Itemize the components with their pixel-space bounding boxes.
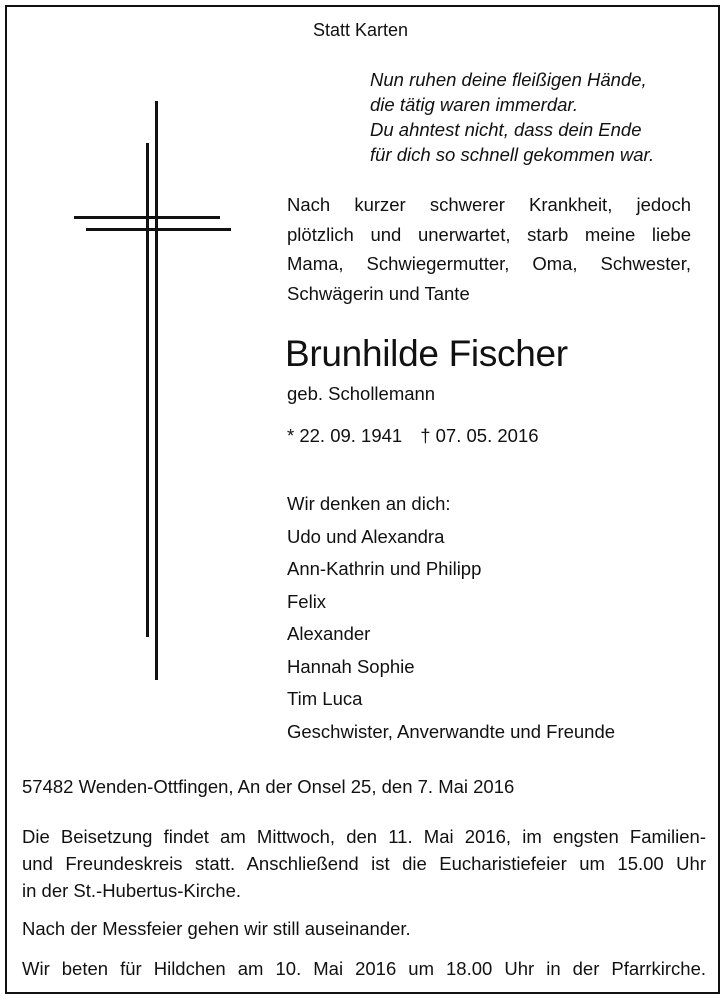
poem-line: Nun ruhen deine fleißigen Hände, bbox=[370, 69, 647, 90]
statt-karten-heading: Statt Karten bbox=[313, 20, 409, 40]
mourner-name: Hannah Sophie bbox=[287, 655, 415, 677]
mourners-list bbox=[287, 488, 615, 748]
funeral-line: in der St.-Hubertus-Kirche. bbox=[22, 880, 242, 901]
mourner-name: Geschwister, Anverwandte und Freunde bbox=[287, 720, 616, 742]
mourner-name: Ann-Kathrin und Philipp bbox=[287, 558, 482, 579]
intro-line: Mama, Schwiegermutter, Oma, Schwester, bbox=[287, 253, 691, 274]
death-announcement-text bbox=[287, 190, 691, 308]
cross-vertical-long bbox=[155, 101, 158, 680]
address-line: 57482 Wenden-Ottfingen, An der Onsel 25, den 7. Mai 2016 bbox=[22, 776, 515, 797]
intro-line: Schwägerin und Tante bbox=[287, 282, 470, 304]
deceased-name: Brunhilde Fischer bbox=[285, 333, 568, 374]
intro-line: Nach kurzer schwerer Krankheit, jedoch bbox=[287, 194, 691, 215]
cross-horizontal-lower bbox=[86, 228, 231, 231]
life-dates bbox=[287, 425, 557, 447]
mourner-name: Felix bbox=[287, 590, 327, 612]
mourners-heading: Wir denken an dich: bbox=[287, 493, 451, 514]
funeral-line: und Freundeskreis statt. Anschließend ist die Eucharistiefeier um 15.00 Uhr bbox=[22, 853, 706, 874]
cross-horizontal-upper bbox=[74, 216, 220, 219]
prayer-note: Wir beten für Hildchen am 10. Mai 2016 um 18.00 Uhr in der Pfarrkirche. bbox=[22, 958, 706, 979]
funeral-info bbox=[22, 823, 706, 904]
poem-line: Du ahntest nicht, dass dein Ende bbox=[370, 119, 642, 140]
poem bbox=[370, 67, 654, 167]
mourner-name: Tim Luca bbox=[287, 688, 363, 709]
poem-line: für dich so schnell gekommen war. bbox=[370, 144, 655, 165]
funeral-line: Die Beisetzung findet am Mittwoch, den 11. Mai 2016, im engsten Familien- bbox=[22, 826, 706, 847]
departure-note: Nach der Messfeier gehen wir still auseinander. bbox=[22, 918, 411, 939]
intro-line: plötzlich und unerwartet, starb meine liebe bbox=[287, 223, 691, 245]
birth-date: * 22. 09. 1941 bbox=[287, 425, 403, 446]
poem-line: die tätig waren immerdar. bbox=[370, 94, 579, 115]
mourner-name: Udo und Alexandra bbox=[287, 525, 445, 547]
death-date: † 07. 05. 2016 bbox=[420, 425, 539, 446]
mourner-name: Alexander bbox=[287, 623, 371, 644]
maiden-name: geb. Schollemann bbox=[287, 383, 436, 404]
